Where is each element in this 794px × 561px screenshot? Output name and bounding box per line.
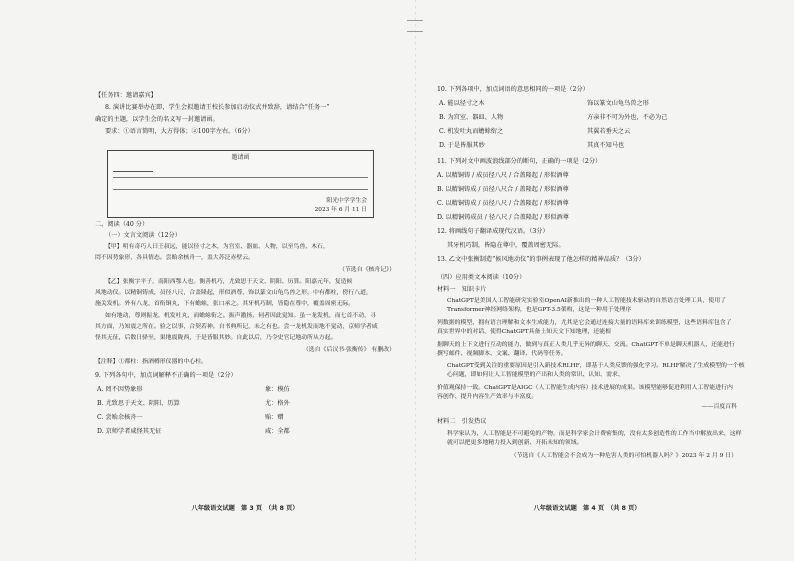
material1-title: 材料一 知识卡片 xyxy=(437,286,487,293)
section-reading: 二、阅读（40 分） xyxy=(95,221,149,228)
q11-option-d[interactable]: D. 以精铜铸成员 / 径八尺 / 合盖隆起 / 形似酒尊 xyxy=(437,214,569,221)
material1-para4: ChatGPT受到关注的重要原因是引入新技术RLHF，即基于人类反馈的强化学习。RLHF解决了生成模型的一个核心问题，即如何让人工智能模型的产出和人类的常识、认知、需求、 xyxy=(447,363,745,378)
q9-stem: 9. 下列各句中，加点词解释不正确的一项是（2分） xyxy=(95,372,237,379)
option-text: D. 京师学者咸怪其无征 xyxy=(97,428,162,435)
text-jia-source: （节选自《核舟记》） xyxy=(339,267,395,273)
q12-stem: 12. 将画线句子翻译成现代汉语。（3分） xyxy=(437,228,549,235)
q13-stem: 13. 乙文中张衡制造“候风地动仪”的事例表现了他怎样的精神品质？（3分） xyxy=(437,256,645,263)
text-yi-2: 风地动仪。以精铜铸成，员径八尺，合盖隆起，形似酒尊，饰以篆文山龟鸟兽之形。中有都柱，傍行八道， xyxy=(95,290,372,296)
material1-para3: 据聊天的上下文进行互动的能力，做到与真正人类几乎无异的聊天、交流。ChatGPT不单是聊天机器人，还能进行撰写邮件、视频脚本、文案、翻译、代码等任务。 xyxy=(437,342,735,357)
q11-option-a[interactable]: A. 以精铜铸 / 成员径八尺 / 合盖隆起 / 形似酒尊 xyxy=(437,172,569,179)
q11-option-b[interactable]: B. 以精铜铸成 / 员径八尺合 / 盖隆起 / 形似酒尊 xyxy=(437,186,569,193)
option-gloss: 象：模仿 xyxy=(265,386,290,393)
material2-para1: 科学家认为，人工智能是不可避免的产物，而是科学家会计费密集的，没有太多创造性的工作当中解放出来，这样就可以把更多地精力投入到创新、开拓未知的领域。 xyxy=(447,431,742,446)
q8-line2: 确定的主题，以学生会的名义写一封邀请函。 xyxy=(95,116,219,123)
option-text: 方亲非不可为外也，不必为己 xyxy=(587,114,668,121)
page-footer: 八年级语文试题 第 4 页 （共 8 页） xyxy=(533,505,641,512)
task-title: 【任务四：邀请嘉宾】 xyxy=(95,92,157,99)
writing-line[interactable] xyxy=(113,189,368,190)
material2-title: 材料二 引发热议 xyxy=(437,418,487,425)
invitation-box[interactable] xyxy=(107,150,374,218)
invitation-signature: 阳光中学学生会 xyxy=(326,198,367,204)
page-4 xyxy=(437,0,745,561)
q10-stem: 10. 下列各项中，加点词语的意思相同的一项是（2分） xyxy=(437,86,589,93)
page-3 xyxy=(95,0,395,561)
option-text: A. 罔不因势象形 xyxy=(97,386,143,393)
material1-para2: 列数据的模型，拥有语言理解和文本生成能力，尤其是它会通过连接大量的语料库来训练模型，这些语料库包含了真实世界中的对话，使得ChatGPT具备上知天文下知地理，还能根 xyxy=(437,320,732,335)
material1-source: ——百度百科 xyxy=(701,404,737,410)
option-text: 其翼若垂天之云 xyxy=(587,128,631,135)
fold-mark xyxy=(407,20,423,32)
fold-line xyxy=(415,0,416,561)
writing-line[interactable] xyxy=(113,177,368,178)
option-gloss: 咸：全都 xyxy=(265,428,290,435)
text-jia-1: 【甲】明有奇巧人曰王叔远，能以径寸之木，为宫室、器皿、人物，以至鸟兽、木石， xyxy=(105,244,329,250)
invitation-title: 邀请函 xyxy=(231,154,250,161)
material1-para1: ChatGPT是美国人工智能研究实验室OpenAI新推出的一种人工智能技术驱动的自然语言处理工具，使用了Transformer神经网络架构，也是GPT-3.5架构，这是一种用于处理序 xyxy=(447,298,726,313)
material1-para5: 价值观保持一致。ChatGPT是AIGC（人工智能生成内容）技术进展的成果。该模型能够促进利用人工智能进行内容创作、提升内容生产效率与丰富度。 xyxy=(437,385,733,400)
invitation-date: 2023 年 6 月 11 日 xyxy=(314,207,367,213)
text-yi-5: 其方面，乃知震之所在。验之以事，合契若神。自书典所记，未之有也。尝一龙机发而地不觉动，京师学者咸 xyxy=(95,324,378,330)
note: 【注释】①都柱：指酒樽形仪器的中心柱。 xyxy=(95,359,207,365)
option-text: 其真不知马也 xyxy=(587,142,625,149)
material2-source: （节选自《人工智能会不会成为一种危害人类的可怕机器人吗？》2023 年 2 月 9 日） xyxy=(510,453,737,459)
option-text: D. 于是皆服其妙 xyxy=(439,142,485,149)
q8-requirement: 要求：①语言简明，大方得体；②100字左右。（6分） xyxy=(105,128,254,135)
salutation-blank[interactable] xyxy=(113,165,153,172)
text-jia-2: 罔不因势象形，各具情态。尝贻余核舟一，盖大苏泛赤壁云。 xyxy=(95,255,255,261)
sub-classical: （一）文言文阅读（12分） xyxy=(105,232,181,239)
option-text: 饰以篆文山龟鸟兽之形 xyxy=(587,100,649,107)
text-yi-1: 【乙】张衡字平子，南阳西鄂人也。衡善机巧，尤致思于天文、阴阳、历算。阳嘉元年，复造候 xyxy=(105,279,353,285)
text-yi-4: 如有地动，尊则振龙，机发吐丸，而蟾蜍衔之。振声激扬，伺者因此觉知。虽一龙发机，而七首不动，寻 xyxy=(105,313,376,319)
text-yi-3: 施关发机。外有八龙，首衔铜丸，下有蟾蜍，张口承之。其牙机巧制，皆隐在尊中，覆盖周密无际。 xyxy=(95,301,355,307)
text-yi-source: （选自《后汉书·张衡传》 有删改） xyxy=(302,347,395,353)
q11-option-c[interactable]: C. 以精铜铸成 / 员径八尺 / 合盖隆起 / 形似酒尊 xyxy=(437,200,569,207)
option-text: B. 尤致思于天文、阴阳、历算 xyxy=(97,400,180,407)
option-gloss: 贻：赠 xyxy=(265,414,284,421)
option-text: C. 尝贻余核舟一 xyxy=(97,414,143,421)
q8-line1: 8. 演讲比赛举办在即，学生会拟邀请王校长参加启动仪式并致辞，请结合“任务一” xyxy=(105,104,330,111)
sub-applied-reading: （四）应用类文本阅读（10分） xyxy=(437,274,526,281)
q12-sentence: 其牙机巧制，皆隐在尊中，覆盖周密无际。 xyxy=(447,242,565,249)
q11-stem: 11. 下列对文中画波浪线部分的断句，正确的一项是（2分） xyxy=(437,158,602,165)
option-text: A. 能以径寸之木 xyxy=(439,100,485,107)
page-footer: 八年级语文试题 第 3 页 （共 8 页） xyxy=(191,505,299,512)
option-text: B. 为宫室、器皿、人物 xyxy=(439,114,504,121)
text-yi-6: 怪其无征，后数日驿至，果地震陇西，于是皆服其妙。自此以后，乃令史官记地动所从方起。 xyxy=(95,335,337,341)
option-text: C. 机发吐丸而蟾蜍衔之 xyxy=(439,128,504,135)
option-gloss: 尤：格外 xyxy=(265,400,290,407)
